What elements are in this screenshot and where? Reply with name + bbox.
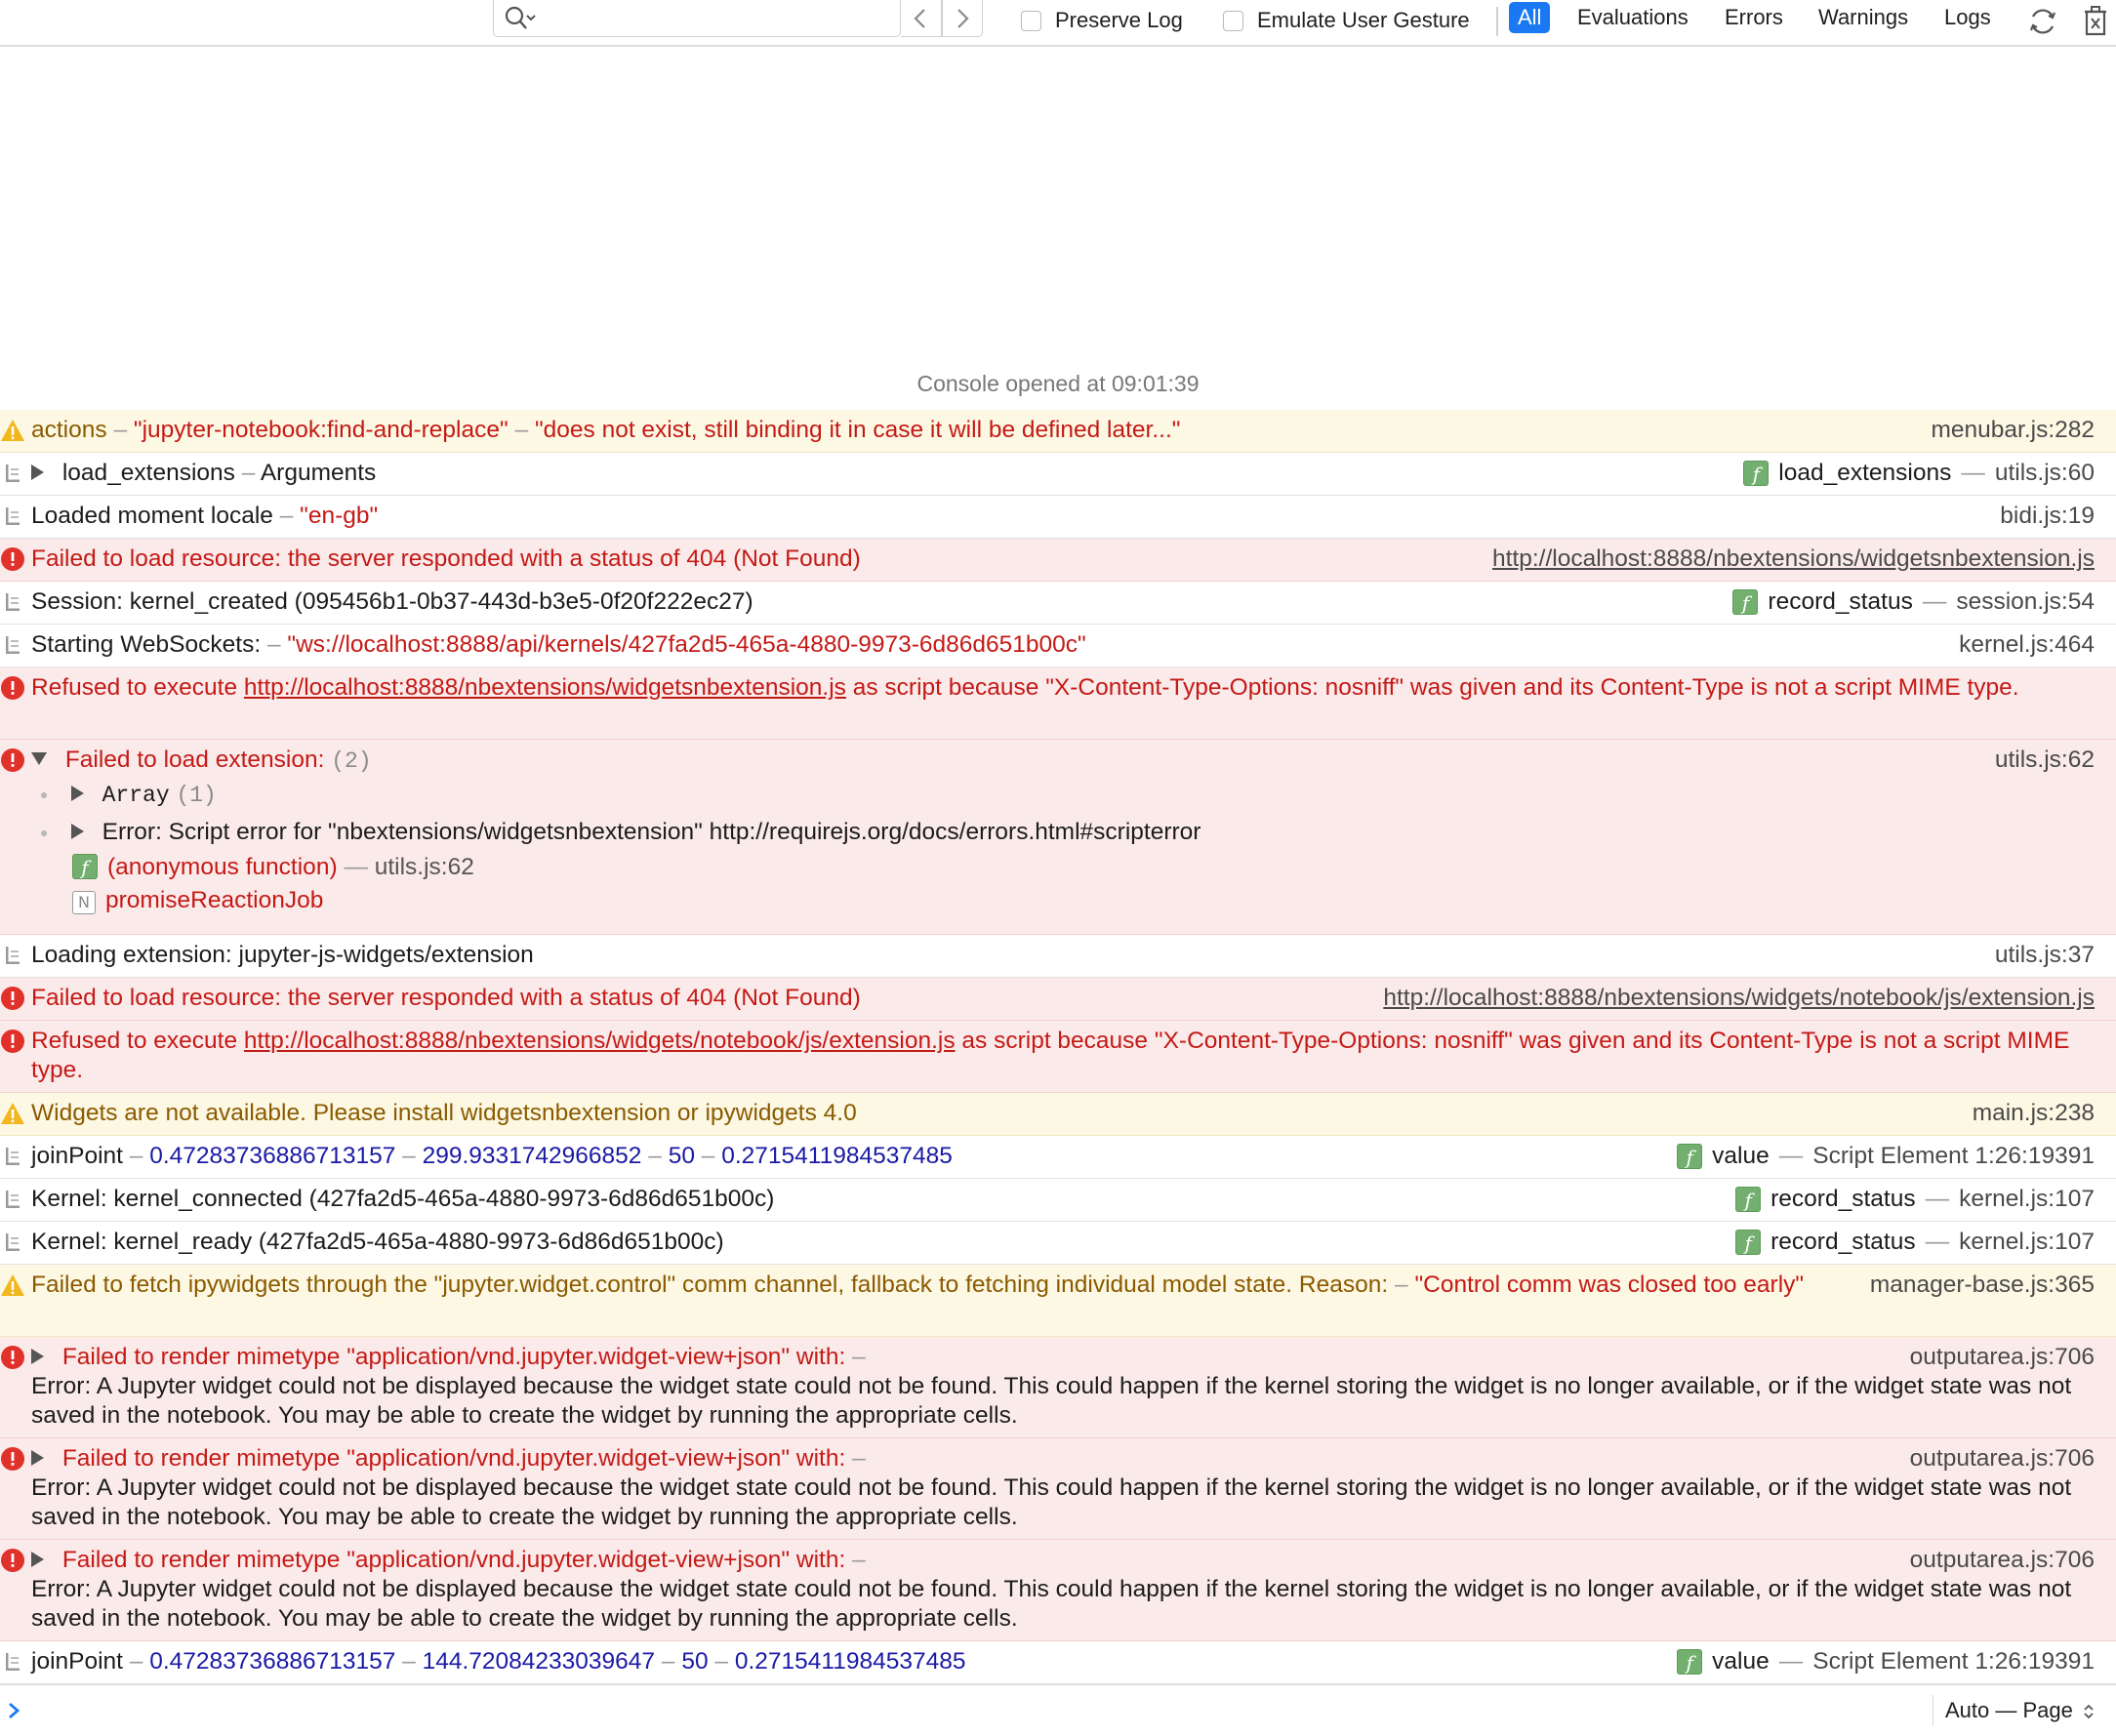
- source-location[interactable]: [1735, 1185, 2095, 1214]
- error-icon: [0, 747, 25, 773]
- function-name: value: [1712, 1648, 1770, 1675]
- message-text: Loading extension: jupyter-js-widgets/extension: [31, 942, 534, 968]
- string-value: "ws://localhost:8888/api/kernels/427fa2d5-465a-4880-9973-6d86d651b00c": [287, 631, 1086, 658]
- error-detail: Error: A Jupyter widget could not be displayed because the widget state could not be found. This could happen if the kernel storing the widget is no longer available, or if the widget state was not saved in the notebook. You may be able to create the widget by running the appropriate cells.: [31, 1474, 2072, 1530]
- message-text: Widgets are not available. Please install widgetsnbextension or ipywidgets 4.0: [31, 1100, 857, 1126]
- separator: –: [1394, 1272, 1408, 1298]
- execution-context-selector[interactable]: [1933, 1695, 2095, 1726]
- message-text: Kernel: kernel_ready (427fa2d5-465a-4880-9973-6d86d651b00c): [31, 1229, 724, 1255]
- console-warning-row[interactable]: [0, 1265, 2116, 1337]
- console-error-row[interactable]: [0, 539, 2116, 582]
- separator: –: [129, 1143, 143, 1169]
- message-text: Refused to execute: [31, 674, 238, 701]
- disclosure-triangle[interactable]: [31, 1349, 44, 1364]
- message-text: Kernel: kernel_connected (427fa2d5-465a-4880-9973-6d86d651b00c): [31, 1186, 775, 1212]
- message-text: as script because "X-Content-Type-Options: nosniff" was given and its Content-Type is not a script MIME type.: [31, 1028, 2070, 1083]
- console-message-list: [0, 410, 2116, 1684]
- toolbar-separator: [1496, 7, 1498, 36]
- frame-source: utils.js:62: [374, 854, 474, 880]
- preserve-log-label: Preserve Log: [1055, 8, 1183, 32]
- number-value: 50: [681, 1648, 709, 1675]
- number-value: 0.2715411984537485: [734, 1648, 966, 1675]
- source-location[interactable]: [1732, 587, 2095, 617]
- message-text: joinPoint: [31, 1143, 123, 1169]
- error-icon: [0, 1446, 25, 1472]
- disclosure-triangle[interactable]: [31, 1552, 44, 1567]
- separator: —: [1778, 1143, 1804, 1169]
- filter-evaluations[interactable]: Evaluations: [1577, 5, 1689, 29]
- string-value: "Control comm was closed too early": [1414, 1272, 1805, 1298]
- separator: –: [852, 1445, 866, 1472]
- error-icon: [0, 1029, 25, 1054]
- log-icon: [0, 504, 25, 529]
- argument-item[interactable]: [41, 776, 2095, 814]
- source-location[interactable]: outputarea.js:706: [1909, 1547, 2095, 1573]
- source-location[interactable]: kernel.js:464: [1959, 631, 2095, 658]
- message-text: Arguments: [260, 460, 377, 486]
- console-toolbar: [0, 0, 2116, 47]
- resource-link[interactable]: http://localhost:8888/nbextensions/widgetsnbextension.js: [243, 674, 846, 701]
- source-location[interactable]: outputarea.js:706: [1909, 1344, 2095, 1370]
- console-log-row[interactable]: [0, 1136, 2116, 1179]
- argument-count: (2): [331, 748, 372, 774]
- function-icon: f: [1677, 1649, 1702, 1675]
- argument-label: Array: [102, 783, 170, 808]
- message-text: load_extensions: [61, 460, 235, 486]
- number-value: 0.2715411984537485: [721, 1143, 953, 1169]
- console-log-row[interactable]: [0, 1179, 2116, 1222]
- filter-logs[interactable]: Logs: [1944, 5, 1991, 29]
- separator: —: [344, 854, 368, 880]
- frame-function: promiseReactionJob: [105, 887, 324, 913]
- console-error-row-expanded[interactable]: [0, 740, 2116, 935]
- stack-frame[interactable]: [72, 884, 2095, 917]
- disclosure-triangle[interactable]: [31, 1450, 44, 1466]
- source-location[interactable]: main.js:238: [1972, 1100, 2095, 1126]
- execution-context-label: Auto — Page: [1945, 1698, 2073, 1722]
- function-icon: f: [1677, 1144, 1702, 1169]
- message-text: joinPoint: [31, 1648, 123, 1675]
- error-icon: [0, 675, 25, 701]
- source-file: kernel.js:107: [1959, 1229, 2095, 1255]
- log-icon: [0, 1230, 25, 1255]
- console-log-row[interactable]: [0, 1222, 2116, 1265]
- separator: –: [266, 631, 281, 658]
- search-icon[interactable]: [502, 4, 541, 33]
- filter-search-field[interactable]: [493, 0, 901, 37]
- chevron-left-icon: [912, 7, 929, 30]
- console-error-row[interactable]: [0, 1540, 2116, 1641]
- emulate-user-gesture-label: Emulate User Gesture: [1257, 8, 1470, 32]
- separator: –: [852, 1344, 866, 1370]
- console-log-row[interactable]: [0, 935, 2116, 978]
- console-prompt[interactable]: [0, 1684, 2116, 1736]
- message-text: as script because "X-Content-Type-Options: nosniff" was given and its Content-Type is not a script MIME type.: [852, 674, 2019, 701]
- log-icon: [0, 943, 25, 968]
- console-error-row[interactable]: [0, 978, 2116, 1021]
- console-error-row[interactable]: [0, 667, 2116, 740]
- error-detail: Error: A Jupyter widget could not be displayed because the widget state could not be found. This could happen if the kernel storing the widget is no longer available, or if the widget state was not saved in the notebook. You may be able to create the widget by running the appropriate cells.: [31, 1373, 2072, 1429]
- source-file: utils.js:60: [1994, 460, 2095, 486]
- message-text: Failed to load resource: the server responded with a status of 404 (Not Found): [31, 985, 861, 1011]
- filter-all[interactable]: All: [1509, 2, 1550, 33]
- number-value: 299.9331742966852: [422, 1143, 642, 1169]
- warning-icon: [0, 1101, 25, 1126]
- warning-icon: [0, 1272, 25, 1298]
- separator: —: [1925, 1229, 1950, 1255]
- error-icon: [0, 1548, 25, 1573]
- function-name: record_status: [1770, 1229, 1916, 1255]
- filter-errors[interactable]: Errors: [1725, 5, 1783, 29]
- console-log-row[interactable]: [0, 496, 2116, 539]
- separator: –: [402, 1143, 416, 1169]
- checkbox-box[interactable]: [1021, 11, 1041, 31]
- console-log-row[interactable]: [0, 582, 2116, 625]
- source-link[interactable]: http://localhost:8888/nbextensions/widgets/notebook/js/extension.js: [1383, 985, 2095, 1011]
- separator: —: [1922, 588, 1947, 615]
- function-icon: f: [1732, 589, 1758, 615]
- bullet: [41, 792, 47, 798]
- separator: –: [701, 1143, 715, 1169]
- resource-link[interactable]: http://localhost:8888/nbextensions/widgets/notebook/js/extension.js: [243, 1028, 956, 1054]
- separator: –: [279, 503, 294, 529]
- filter-warnings[interactable]: Warnings: [1818, 5, 1909, 29]
- separator: –: [113, 417, 128, 443]
- message-text: Refused to execute: [31, 1028, 238, 1054]
- separator: –: [241, 460, 256, 486]
- number-value: 144.72084233039647: [422, 1648, 656, 1675]
- function-name: load_extensions: [1778, 460, 1952, 486]
- log-icon: [0, 1144, 25, 1169]
- source-location[interactable]: [1677, 1142, 2095, 1171]
- string-value: "does not exist, still binding it in case it will be defined later...": [534, 417, 1181, 443]
- checkbox-box[interactable]: [1223, 11, 1243, 31]
- function-icon: f: [1735, 1187, 1761, 1212]
- separator: –: [514, 417, 529, 443]
- error-detail: Error: A Jupyter widget could not be displayed because the widget state could not be found. This could happen if the kernel storing the widget is no longer available, or if the widget state was not saved in the notebook. You may be able to create the widget by running the appropriate cells.: [31, 1576, 2072, 1632]
- number-value: 0.47283736886713157: [149, 1143, 396, 1169]
- console-warning-row[interactable]: [0, 410, 2116, 453]
- message-text: Failed to render mimetype "application/vnd.jupyter.widget-view+json" with:: [61, 1445, 846, 1472]
- source-location[interactable]: utils.js:62: [1994, 747, 2095, 773]
- function-icon: f: [1743, 461, 1769, 486]
- separator: –: [129, 1648, 143, 1675]
- separator: —: [1925, 1186, 1950, 1212]
- console-log-row[interactable]: [0, 453, 2116, 496]
- separator: –: [648, 1143, 662, 1169]
- log-icon: [0, 1187, 25, 1212]
- message-text: Starting WebSockets:: [31, 631, 262, 658]
- function-name: record_status: [1768, 588, 1913, 615]
- log-icon: [0, 461, 25, 486]
- message-text: Loaded moment locale: [31, 503, 273, 529]
- prompt-chevron-icon: [6, 1701, 21, 1720]
- previous-match-button[interactable]: [901, 0, 942, 37]
- disclosure-triangle[interactable]: [31, 464, 44, 480]
- message-text: Failed to render mimetype "application/vnd.jupyter.widget-view+json" with:: [61, 1344, 846, 1370]
- function-name: value: [1712, 1143, 1770, 1169]
- separator: –: [402, 1648, 416, 1675]
- argument-label: Error: Script error for "nbextensions/widgetsnbextension" http://requirejs.org/docs/errors.html#scripterror: [102, 819, 1201, 845]
- argument-count: (1): [176, 783, 217, 808]
- source-file: Script Element 1:26:19391: [1812, 1143, 2095, 1169]
- preserve-log-checkbox[interactable]: [1021, 8, 1183, 33]
- disclosure-triangle[interactable]: [71, 786, 84, 801]
- source-location[interactable]: [1735, 1228, 2095, 1257]
- console-log-row[interactable]: [0, 1641, 2116, 1684]
- message-text: Failed to load extension:: [64, 747, 325, 773]
- argument-item[interactable]: [41, 814, 2095, 851]
- error-icon: [0, 1345, 25, 1370]
- function-name: record_status: [1770, 1186, 1916, 1212]
- string-value: "en-gb": [300, 503, 379, 529]
- source-file: Script Element 1:26:19391: [1812, 1648, 2095, 1675]
- clear-console-icon[interactable]: [2081, 5, 2110, 38]
- separator: —: [1961, 460, 1985, 486]
- message-text: Failed to fetch ipywidgets through the "jupyter.widget.control" comm channel, fallback to fetching individual model state. Reason:: [31, 1272, 1389, 1298]
- function-icon: f: [1735, 1230, 1761, 1255]
- source-location[interactable]: manager-base.js:365: [1869, 1272, 2095, 1298]
- source-location[interactable]: [1743, 459, 2095, 488]
- disclosure-triangle[interactable]: [71, 824, 84, 839]
- number-value: 50: [668, 1143, 695, 1169]
- console-error-row[interactable]: [0, 1021, 2116, 1093]
- separator: —: [1778, 1648, 1804, 1675]
- frame-function: (anonymous function): [107, 854, 338, 880]
- disclosure-triangle[interactable]: [31, 752, 47, 765]
- chevron-right-icon: [954, 7, 971, 30]
- source-link[interactable]: http://localhost:8888/nbextensions/widgetsnbextension.js: [1492, 545, 2095, 572]
- bullet: [41, 830, 47, 836]
- error-icon: [0, 986, 25, 1011]
- console-error-row[interactable]: [0, 1438, 2116, 1540]
- console-log-row[interactable]: [0, 625, 2116, 667]
- string-value: "jupyter-notebook:find-and-replace": [133, 417, 509, 443]
- warning-icon: [0, 418, 25, 443]
- source-location[interactable]: utils.js:37: [1994, 942, 2095, 968]
- separator: –: [661, 1648, 675, 1675]
- number-value: 0.47283736886713157: [149, 1648, 396, 1675]
- emulate-user-gesture-checkbox[interactable]: [1223, 8, 1470, 33]
- source-location[interactable]: bidi.js:19: [2000, 503, 2095, 529]
- message-text: Session: kernel_created (095456b1-0b37-443d-b3e5-0f20f222ec27): [31, 588, 753, 615]
- separator: –: [714, 1648, 729, 1675]
- message-text: Failed to render mimetype "application/vnd.jupyter.widget-view+json" with:: [61, 1547, 846, 1573]
- chevron-updown-icon: [2083, 1702, 2095, 1721]
- source-location[interactable]: outputarea.js:706: [1909, 1445, 2095, 1472]
- function-icon: f: [72, 854, 98, 879]
- console-warning-row[interactable]: [0, 1093, 2116, 1136]
- reload-icon[interactable]: [2026, 5, 2059, 38]
- message-text: Failed to load resource: the server responded with a status of 404 (Not Found): [31, 545, 861, 572]
- source-file: kernel.js:107: [1959, 1186, 2095, 1212]
- source-location[interactable]: [1677, 1647, 2095, 1676]
- log-icon: [0, 589, 25, 615]
- native-code-icon: N: [72, 891, 96, 914]
- next-match-button[interactable]: [942, 0, 983, 37]
- log-icon: [0, 632, 25, 658]
- stack-frame[interactable]: [72, 851, 2095, 884]
- console-opened-timestamp: Console opened at 09:01:39: [916, 371, 1200, 396]
- message-text: actions: [31, 417, 107, 443]
- console-error-row[interactable]: [0, 1337, 2116, 1438]
- log-icon: [0, 1649, 25, 1675]
- source-file: session.js:54: [1956, 588, 2095, 615]
- source-location[interactable]: menubar.js:282: [1931, 417, 2095, 443]
- separator: –: [852, 1547, 866, 1573]
- error-icon: [0, 546, 25, 572]
